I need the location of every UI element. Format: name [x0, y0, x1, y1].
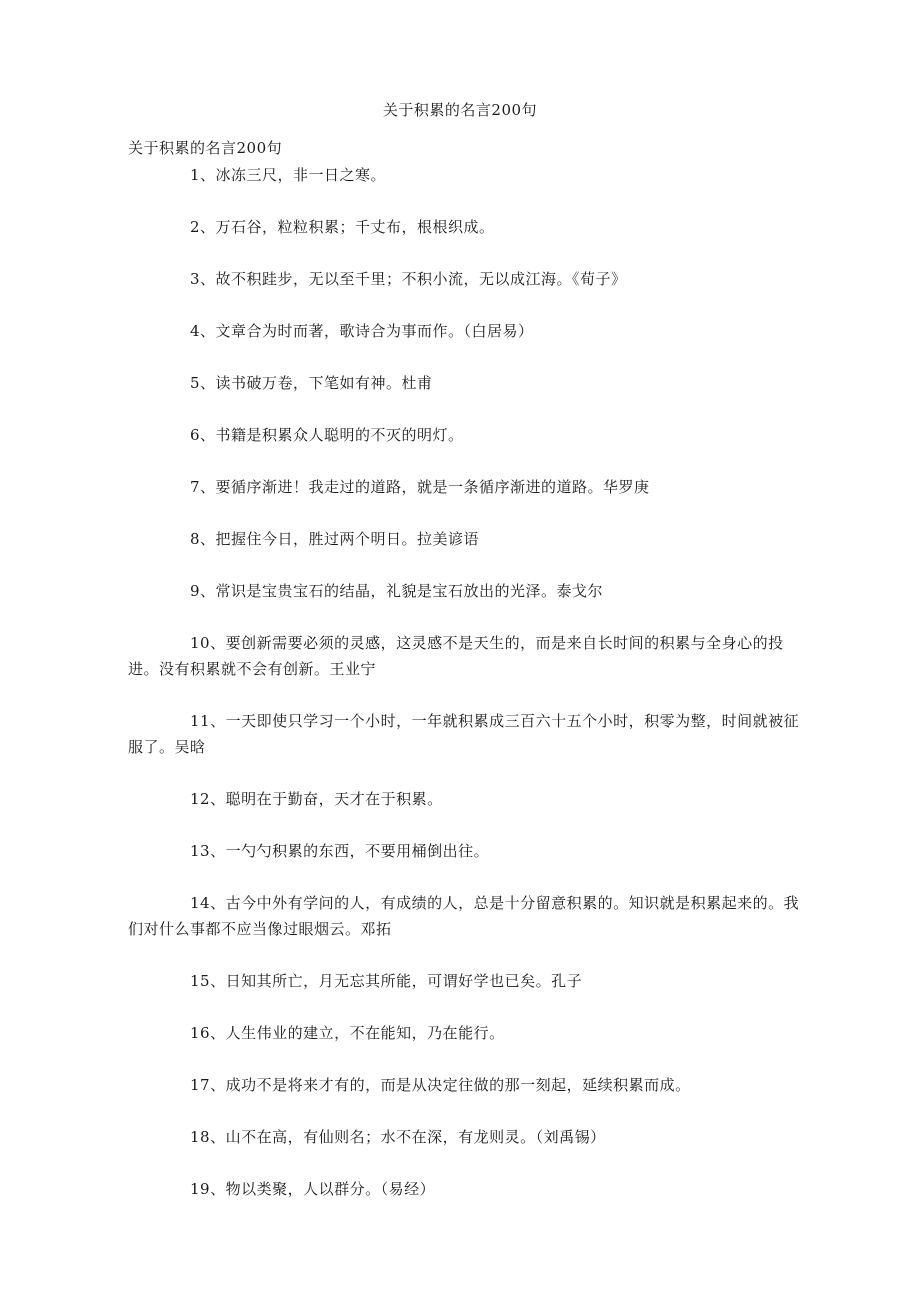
quote-paragraph: 14、古今中外有学问的人，有成绩的人，总是十分留意积累的。知识就是积累起来的。我们对什么事都不应当像过眼烟云。邓拓: [128, 894, 800, 938]
document-subtitle: 关于积累的名言200句: [128, 139, 283, 157]
quote-paragraph: 19、物以类聚，人以群分。（易经）: [190, 1180, 436, 1198]
quote-paragraph: 17、成功不是将来才有的，而是从决定往做的那一刻起，延续积累而成。: [190, 1076, 691, 1094]
quote-paragraph: 9、常识是宝贵宝石的结晶，礼貌是宝石放出的光泽。泰戈尔: [190, 582, 604, 600]
quote-paragraph: 16、人生伟业的建立，不在能知，乃在能行。: [190, 1024, 505, 1042]
quote-paragraph: 18、山不在高，有仙则名；水不在深，有龙则灵。（刘禹锡）: [190, 1128, 606, 1146]
quote-paragraph: 2、万石谷，粒粒积累；千丈布，根根织成。: [190, 218, 495, 236]
quote-paragraph: 1、冰冻三尺，非一日之寒。: [190, 166, 387, 184]
quote-paragraph: 12、聪明在于勤奋，天才在于积累。: [190, 790, 443, 808]
quote-paragraph: 3、故不积跬步，无以至千里；不积小流，无以成江海。《荀子》: [190, 270, 627, 288]
quote-paragraph: 7、要循序渐进！我走过的道路，就是一条循序渐进的道路。华罗庚: [190, 478, 650, 496]
quote-paragraph: 11、一天即使只学习一个小时，一年就积累成三百六十五个小时，积零为整，时间就被征服了。吴晗: [128, 712, 800, 756]
quote-paragraph: 8、把握住今日，胜过两个明日。拉美谚语: [190, 530, 480, 548]
page-title: 关于积累的名言200句: [382, 101, 538, 119]
quote-paragraph: 6、书籍是积累众人聪明的不灭的明灯。: [190, 426, 464, 444]
quote-paragraph: 4、文章合为时而著，歌诗合为事而作。（白居易）: [190, 322, 534, 340]
quote-paragraph: 13、一勺勺积累的东西，不要用桶倒出往。: [190, 842, 490, 860]
quote-paragraph: 5、读书破万卷，下笔如有神。杜甫: [190, 374, 433, 392]
quote-paragraph: 15、日知其所亡，月无忘其所能，可谓好学也已矣。孔子: [190, 972, 583, 990]
quote-paragraph: 10、要创新需要必须的灵感，这灵感不是天生的，而是来自长时间的积累与全身心的投进。没有积累就不会有创新。王业宁: [128, 634, 784, 678]
